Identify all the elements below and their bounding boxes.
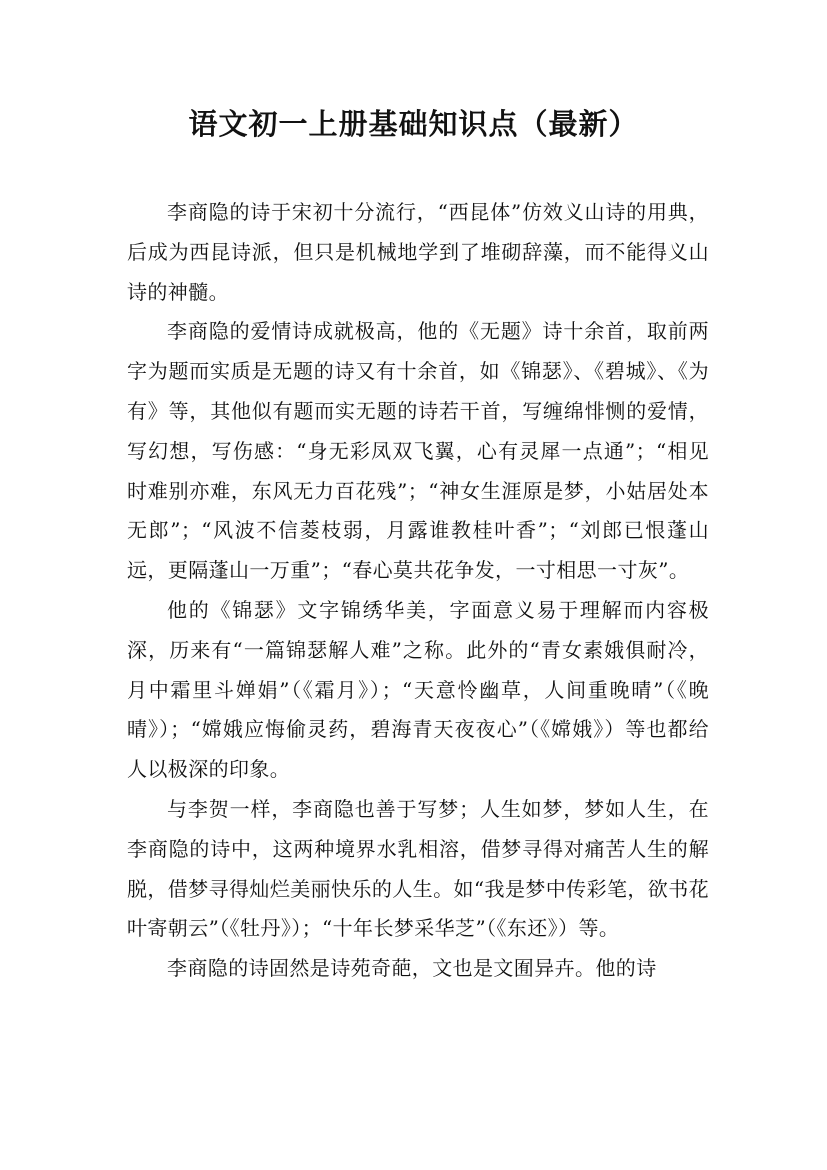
document-title: 语文初一上册基础知识点（最新） <box>188 107 639 141</box>
paragraph: 与李贺一样，李商隐也善于写梦；人生如梦，梦如人生，在李商隐的诗中，这两种境界水乳相溶，借梦寻得对痛苦人生的解脱，借梦寻得灿烂美丽快乐的人生。如“我是梦中传彩笔，欲书花叶寄朝云”（《牡丹》）；“十年长梦采华芝”（《东还》）等。 <box>127 796 709 941</box>
paragraph: 李商隐的诗固然是诗苑奇葩，文也是文囿异卉。他的诗 <box>167 956 657 981</box>
paragraph: 李商隐的爱情诗成就极高，他的《无题》诗十余首，取前两字为题而实质是无题的诗又有十余首，如《锦瑟》、《碧城》、《为有》等，其他似有题而实无题的诗若干首，写缠绵悱恻的爱情，写幻想，写伤感：“身无彩凤双飞翼，心有灵犀一点通”；“相见时难别亦难，东风无力百花残”；“神女生涯原是梦，小姑居处本无郎”；“风波不信菱枝弱，月露谁教桂叶香”；“刘郎已恨蓬山远，更隔蓬山一万重”；“春心莫共花争发，一寸相思一寸灰”。 <box>127 319 709 583</box>
paragraph: 他的《锦瑟》文字锦绣华美，字面意义易于理解而内容极深，历来有“一篇锦瑟解人难”之称。此外的“青女素娥俱耐冷，月中霜里斗婵娟”（《霜月》）；“天意怜幽草，人间重晚晴”（《晚晴》）；“嫦娥应悔偷灵药，碧海青天夜夜心”（《嫦娥》）等也都给人以极深的印象。 <box>127 597 709 782</box>
document-body <box>127 193 709 989</box>
paragraph: 李商隐的诗于宋初十分流行，“西昆体”仿效义山诗的用典，后成为西昆诗派，但只是机械地学到了堆砌辞藻，而不能得义山诗的神髓。 <box>127 200 709 304</box>
